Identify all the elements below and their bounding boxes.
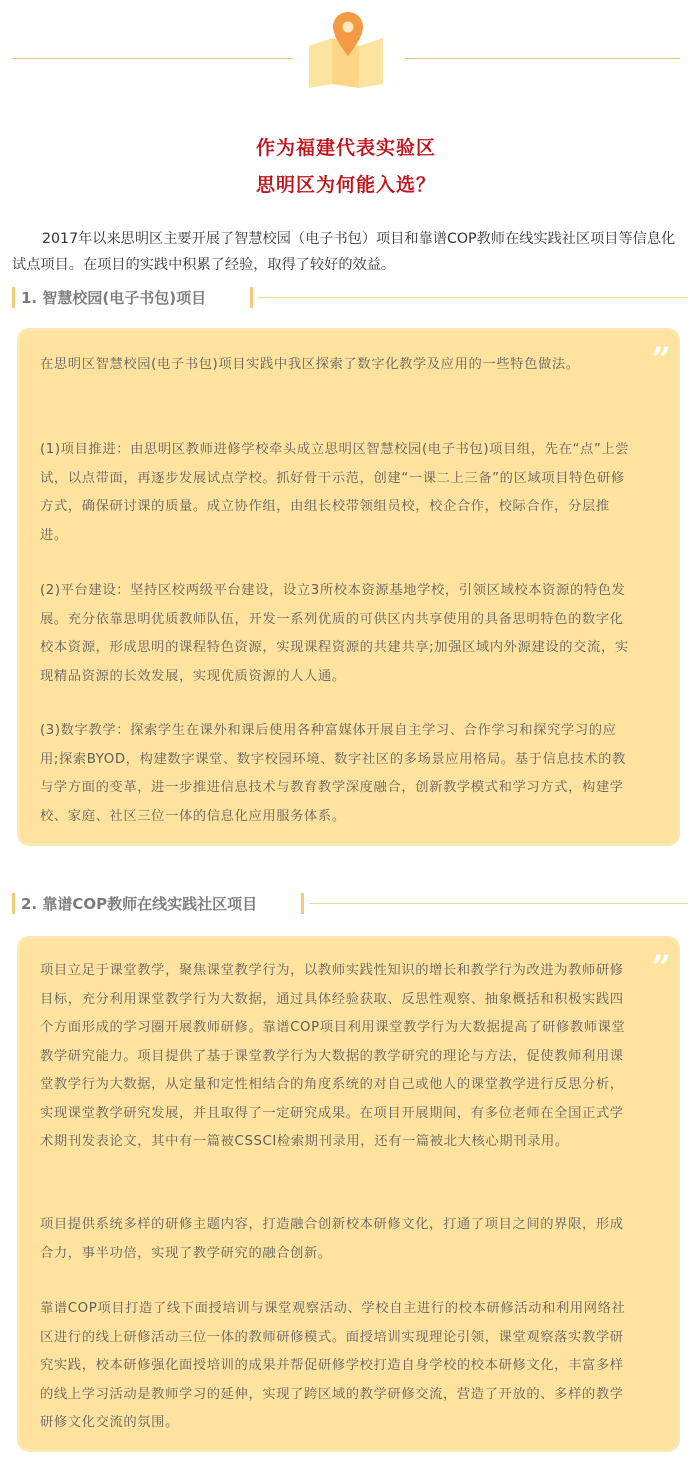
box-paragraph: 项目提供系统多样的研修主题内容，打造融合创新校本研修文化，打通了项目之间的界限，形成合力，事半功倍，实现了教学研究的融合创新。 (40, 1217, 624, 1261)
heading-divider (258, 297, 688, 298)
box-paragraph: (3)数字教学：探索学生在课外和课后使用各种富媒体开展自主学习、合作学习和探究学习的应用;探索BYOD，构建数字课堂、数字校园环境、数字社区的多场景应用格局。基于信息技术的教与学方面的变革，进一步推进信息技术与教育教学深度融合，创新教学模式和学习方式，构建学校、家庭、社区三位一体的信息化应用服务体系。 (40, 723, 626, 824)
box-paragraph: 在思明区智慧校园(电子书包)项目实践中我区探索了数字化教学及应用的一些特色做法。 (40, 357, 580, 372)
page-title-line-2: 思明区为何能入选？ (255, 174, 436, 196)
section-heading-2 (12, 891, 688, 917)
heading-accent-bar (12, 893, 15, 914)
section-heading-label: 1. 智慧校园(电子书包)项目 (21, 289, 207, 307)
heading-accent-bar (12, 287, 15, 308)
content-box-2 (20, 939, 677, 1449)
page-title-line-1: 作为福建代表实验区 (255, 137, 436, 159)
section-heading-label: 2. 靠谱COP教师在线实践社区项目 (21, 895, 258, 913)
map-pin-icon (305, 8, 387, 88)
heading-accent-bar (301, 893, 304, 914)
box-paragraph: 项目立足于课堂教学，聚焦课堂教学行为，以教师实践性知识的增长和教学行为改进为教师研修目标，充分利用课堂教学行为大数据，通过具体经验获取、反思性观察、抽象概括和积极实践四个方面形成的学习圈开展教师研修。靠谱COP项目利用课堂教学行为大数据提高了研修教师课堂教学研究能力。项目提供了基于课堂教学行为大数据的教学研究的理论与方法，促使教师利用课堂教学行为大数据，从定量和定性相结合的角度系统的对自己或他人的课堂教学进行反思分析，实现课堂教学研究发展，并且取得了一定研究成果。在项目开展期间，有多位老师在全国正式学术期刊发表论文，其中有一篇被CSSCI检索期刊录用，还有一篇被北大核心期刊录用。 (40, 963, 626, 1149)
quote-icon: ” (651, 948, 671, 988)
header-divider-left (12, 58, 293, 59)
box-paragraph: (2)平台建设：坚持区校两级平台建设，设立3所校本资源基地学校，引领区域校本资源的特色发展。充分依靠思明优质教师队伍，开发一系列优质的可供区内共享使用的具备思明特色的数字化校本资源，形成思明的课程特色资源，实现课程资源的共建共享;加强区域内外源建设的交流，实现精品资源的长效发展，实现优质资源的人人通。 (40, 583, 629, 684)
quote-icon: ” (651, 340, 671, 380)
intro-paragraph: 2017年以来思明区主要开展了智慧校园（电子书包）项目和靠谱COP教师在线实践社区项目等信息化试点项目。在项目的实践中积累了经验，取得了较好的效益。 (12, 231, 676, 273)
box-paragraph: 靠谱COP项目打造了线下面授培训与课堂观察活动、学校自主进行的校本研修活动和利用网络社区进行的线上研修活动三位一体的教师研修模式。面授培训实现理论引领，课堂观察落实教学研究实践，校本研修强化面授培训的成果并帮促研修学校打造自身学校的校本研修文化，丰富多样的线上学习活动是教师学习的延伸，实现了跨区域的教学研修交流，营造了开放的、多样的教学研修文化交流的氛围。 (40, 1301, 626, 1430)
section-heading-1 (12, 285, 688, 311)
header-divider-right (405, 58, 680, 59)
box-paragraph: (1)项目推进：由思明区教师进修学校牵头成立思明区智慧校园(电子书包)项目组，先在“点”上尝试，以点带面，再逐步发展试点学校。抓好骨干示范，创建“一课二上三备”的区域项目特色研修方式，确保研讨课的质量。成立协作组，由组长校带领组员校，校企合作，校际合作，分层推进。 (40, 442, 630, 543)
heading-accent-bar (250, 287, 253, 308)
heading-divider (309, 903, 688, 904)
content-box-1 (20, 331, 677, 843)
